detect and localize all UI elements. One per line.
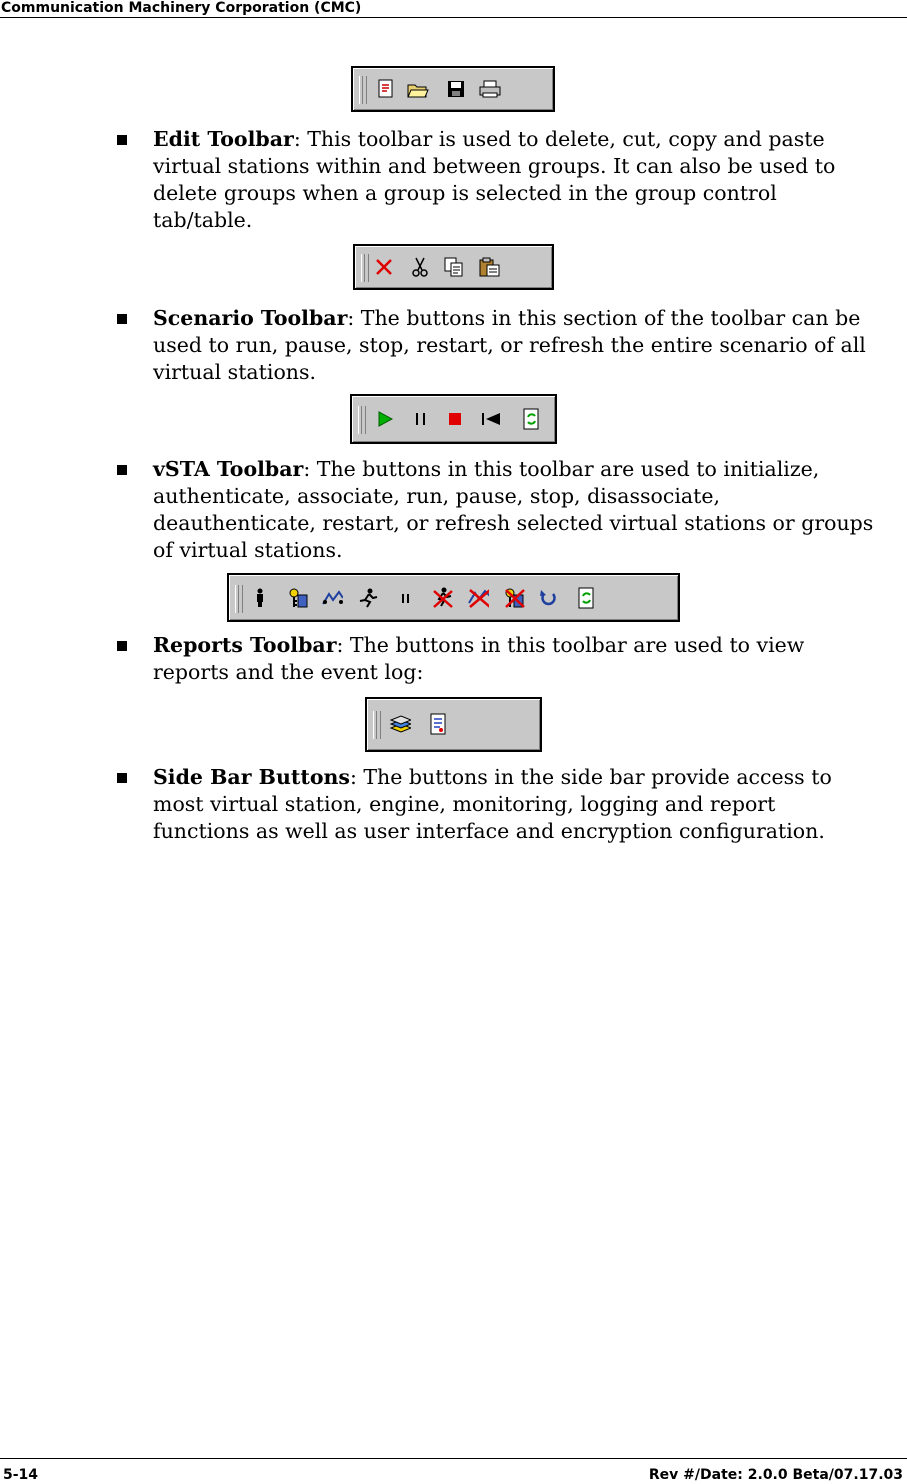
run-play-icon[interactable] [374, 408, 396, 430]
item-body: : The buttons in this toolbar are used to initialize, authenticate, associate, run, pause, stop, disassociate, deauthenticate, restart, or refresh selected virtual stations or groups of virtual stations. [153, 457, 874, 562]
list-item [118, 305, 878, 386]
initialize-icon[interactable] [249, 587, 271, 609]
toolbar-grip[interactable] [235, 585, 243, 613]
item-body: : The buttons in the side bar provide access to most virtual station, engine, monitoring, logging and report functions as well as user interface and encryption configuration. [153, 765, 832, 843]
edit-toolbar [353, 244, 554, 290]
pause-icon[interactable] [410, 408, 432, 430]
header-title: Communication Machinery Corporation (CMC) [1, 0, 362, 16]
paste-icon[interactable] [479, 256, 501, 278]
bullet [117, 641, 127, 651]
page-number: 5-14 [3, 1467, 39, 1483]
bullet [117, 773, 127, 783]
stop-icon[interactable] [444, 408, 466, 430]
toolbar-grip[interactable] [358, 406, 366, 434]
delete-x-icon[interactable] [373, 256, 395, 278]
new-document-icon[interactable] [375, 78, 397, 100]
deauthenticate-icon[interactable] [503, 587, 525, 609]
list-item [118, 764, 878, 845]
copy-icon[interactable] [443, 256, 465, 278]
event-log-icon[interactable] [427, 713, 449, 735]
scenario-toolbar [350, 394, 557, 444]
file-toolbar [351, 66, 555, 112]
item-title: Reports Toolbar [153, 633, 337, 657]
vsta-toolbar [227, 573, 680, 622]
refresh-icon[interactable] [520, 408, 542, 430]
disassociate-icon[interactable] [467, 587, 489, 609]
item-body: : The buttons in this toolbar are used to view reports and the event log: [153, 633, 805, 684]
list-item [118, 126, 878, 234]
revision-date: Rev #/Date: 2.0.0 Beta/07.17.03 [648, 1467, 903, 1483]
toolbar-grip[interactable] [373, 711, 381, 739]
list-item [118, 632, 878, 686]
item-body: : This toolbar is used to delete, cut, copy and paste virtual stations within and between groups. It can also be used to delete groups when a group is selected in the group control tab/table. [153, 127, 836, 232]
item-title: Edit Toolbar [153, 127, 294, 151]
toolbar-grip[interactable] [359, 76, 367, 104]
associate-icon[interactable] [321, 587, 343, 609]
open-folder-icon[interactable] [407, 78, 429, 100]
restart-icon[interactable] [537, 587, 559, 609]
reports-icon[interactable] [389, 713, 411, 735]
restart-icon[interactable] [480, 408, 502, 430]
stop-icon[interactable] [431, 587, 453, 609]
pause-icon[interactable] [395, 587, 417, 609]
item-title: Scenario Toolbar [153, 306, 348, 330]
list-item [118, 456, 878, 564]
cut-scissors-icon[interactable] [409, 256, 431, 278]
item-body: : The buttons in this section of the toolbar can be used to run, pause, stop, restart, or refresh the entire scenario of all virtual stations. [153, 306, 866, 384]
page-footer [0, 1458, 907, 1484]
item-title: vSTA Toolbar [153, 457, 304, 481]
page-header [0, 0, 907, 18]
save-disk-icon[interactable] [445, 78, 467, 100]
bullet [117, 135, 127, 145]
bullet [117, 465, 127, 475]
run-icon[interactable] [357, 587, 379, 609]
authenticate-icon[interactable] [287, 587, 309, 609]
print-icon[interactable] [479, 78, 501, 100]
reports-toolbar [365, 697, 542, 752]
item-title: Side Bar Buttons [153, 765, 350, 789]
toolbar-grip[interactable] [361, 254, 369, 282]
bullet [117, 314, 127, 324]
refresh-icon[interactable] [575, 587, 597, 609]
